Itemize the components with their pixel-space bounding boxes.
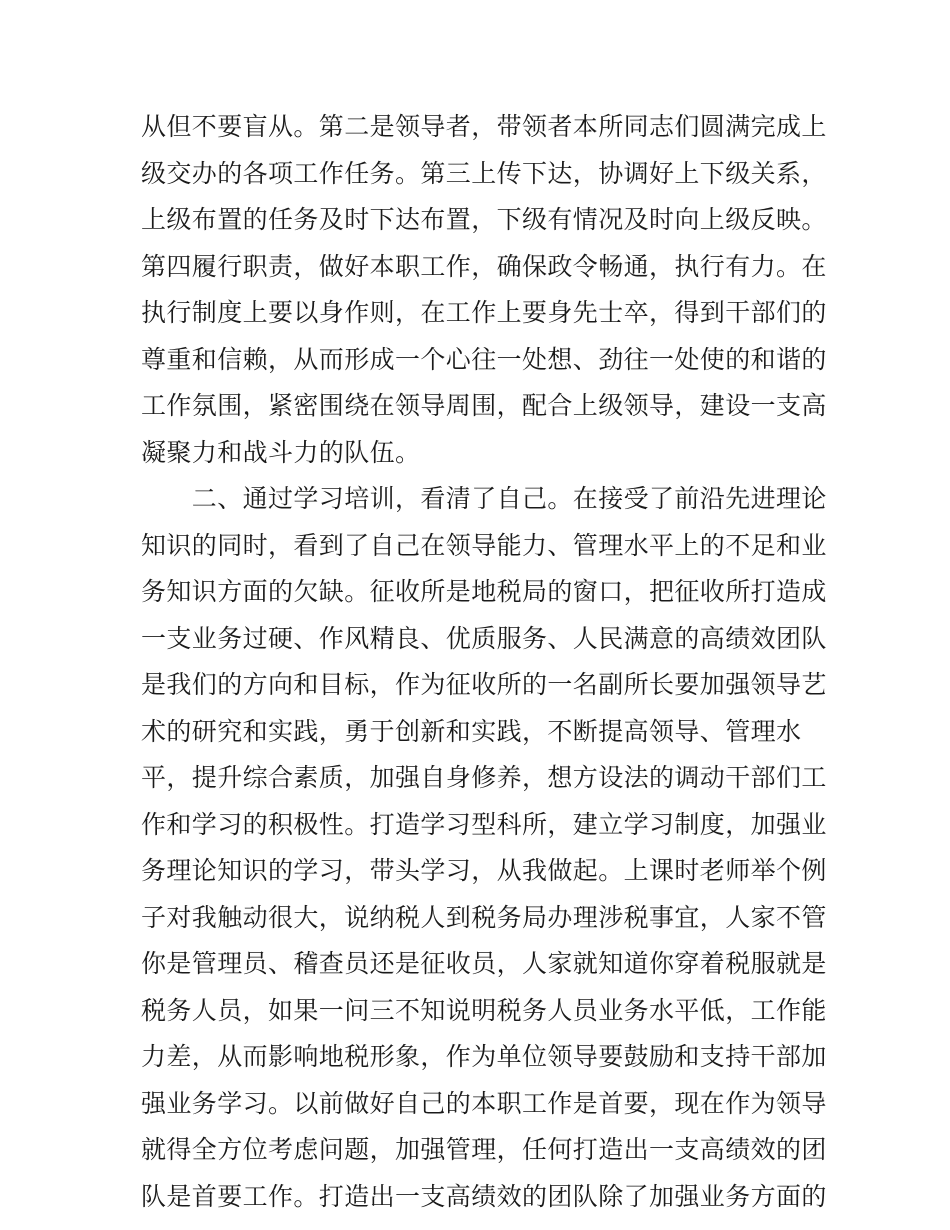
text-line-1: 从但不要盲从。第二是领导者，带领者本所同志们圆满完成上 [141,112,827,141]
text-line-6: 尊重和信赖，从而形成一个心往一处想、劲往一处使的和谐的 [141,344,827,374]
text-line-23: 就得全方位考虑问题，加强管理，任何打造出一支高绩效的团 [141,1135,827,1164]
text-line-24: 队是首要工作。打造出一支高绩效的团队除了加强业务方面的 [141,1181,827,1211]
text-line-4: 第四履行职责，做好本职工作，确保政令畅通，执行有力。在 [141,251,827,281]
text-line-2: 级交办的各项工作任务。第三上传下达，协调好上下级关系， [141,158,827,188]
text-line-8: 凝聚力和战斗力的队伍。 [141,437,421,467]
text-line-14: 术的研究和实践，勇于创新和实践，不断提高领导、管理水 [141,716,802,746]
text-line-19: 你是管理员、稽查员还是征收员，人家就知道你穿着税服就是 [141,949,827,978]
text-line-11: 务知识方面的欠缺。征收所是地税局的窗口，把征收所打造成 [141,577,827,606]
text-line-22: 强业务学习。以前做好自己的本职工作是首要，现在作为领导 [141,1088,827,1118]
body-text [141,104,827,1220]
text-line-15: 平，提升综合素质，加强自身修养，想方设法的调动干部们工 [141,763,827,792]
text-line-5: 执行制度上要以身作则，在工作上要身先士卒，得到干部们的 [141,298,827,327]
text-line-3: 上级布置的任务及时下达布置，下级有情况及时向上级反映。 [141,205,827,234]
text-line-16: 作和学习的积极性。打造学习型科所，建立学习制度，加强业 [141,809,827,839]
text-line-17: 务理论知识的学习，带头学习，从我做起。上课时老师举个例 [141,856,827,885]
text-line-13: 是我们的方向和目标，作为征收所的一名副所长要加强领导艺 [141,670,827,699]
text-line-10: 知识的同时，看到了自己在领导能力、管理水平上的不足和业 [141,530,827,560]
text-line-9: 二、通过学习培训，看清了自己。在接受了前沿先进理论 [141,484,827,513]
text-line-21: 力差，从而影响地税形象，作为单位领导要鼓励和支持干部加 [141,1042,827,1071]
text-line-12: 一支业务过硬、作风精良、优质服务、人民满意的高绩效团队 [141,623,827,653]
text-line-7: 工作氛围，紧密围绕在领导周围，配合上级领导，建设一支高 [141,391,827,420]
text-line-18: 子对我触动很大，说纳税人到税务局办理涉税事宜，人家不管 [141,902,827,932]
text-line-20: 税务人员，如果一问三不知说明税务人员业务水平低，工作能 [141,995,827,1025]
